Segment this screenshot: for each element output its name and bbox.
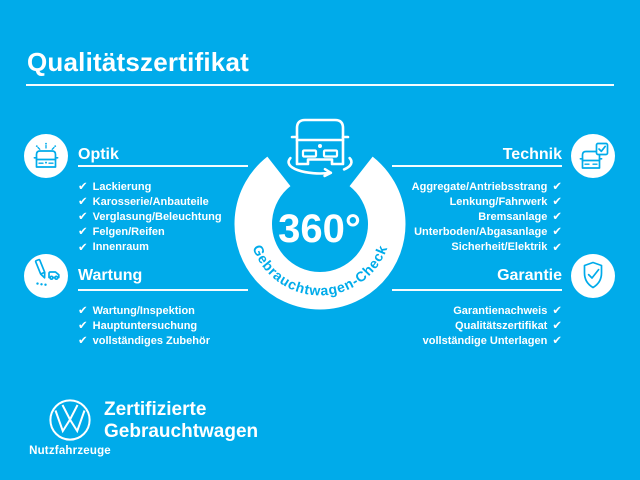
section-rule [78,165,248,167]
360-degree-value: 360° [278,207,361,251]
check-item: ✔ Wartung/Inspektion [78,302,195,317]
check-item: ✔ Verglasung/Beleuchtung [78,209,222,224]
shining-van-icon [24,134,68,178]
check-icon: ✔ [552,209,562,224]
check-item: ✔ Felgen/Reifen [78,224,165,239]
optik-checklist [78,179,248,255]
check-item: ✔ Lenkung/Fahrwerk [449,194,562,209]
check-item: ✔ Qualitätszertifikat [455,318,562,333]
check-item: ✔ Karosserie/Anbauteile [78,194,209,209]
pencil-checklist-van-icon [24,254,68,298]
wartung-checklist [78,303,248,349]
section-rule [392,165,562,167]
check-item: ✔ Aggregate/Antriebsstrang [411,178,562,193]
header-divider [26,84,614,86]
check-icon: ✔ [78,239,88,254]
check-item: ✔ Hauptuntersuchung [78,318,198,333]
check-icon: ✔ [552,194,562,209]
section-title-wartung: Wartung [78,267,143,284]
check-icon: ✔ [78,194,88,209]
check-icon: ✔ [552,224,562,239]
check-item: ✔ vollständige Unterlagen [422,333,562,348]
section-rule [78,289,248,291]
section-title-optik: Optik [78,146,119,163]
vw-logo [49,399,91,441]
tagline-line: Zertifizierte [104,399,207,420]
page-title: Qualitätszertifikat [27,47,249,78]
ring-curved-label: Gebrauchtwagen-Check [249,242,391,299]
check-icon: ✔ [78,178,88,193]
garantie-checklist [392,303,562,349]
check-icon: ✔ [78,209,88,224]
check-icon: ✔ [78,333,88,348]
section-title-garantie: Garantie [497,267,562,284]
shield-check-icon [571,254,615,298]
check-item: ✔ Unterboden/Abgasanlage [414,224,562,239]
check-item: ✔ Sicherheit/Elektrik [451,239,562,254]
check-item: ✔ vollständiges Zubehör [78,333,210,348]
360-check-graphic [225,105,415,320]
check-icon: ✔ [78,302,88,317]
check-item: ✔ Garantienachweis [453,302,562,317]
section-rule [392,289,562,291]
check-item: ✔ Bremsanlage [478,209,562,224]
brand-label: Nutzfahrzeuge [29,445,111,457]
van-checkbox-icon [571,134,615,178]
check-icon: ✔ [552,302,562,317]
check-icon: ✔ [552,239,562,254]
van-front-rotation-arrow-icon [289,120,352,176]
check-icon: ✔ [552,333,562,348]
check-icon: ✔ [78,318,88,333]
footer-tagline [104,399,258,442]
check-icon: ✔ [552,318,562,333]
section-title-technik: Technik [502,146,562,163]
check-item: ✔ Innenraum [78,239,149,254]
tagline-line: Gebrauchtwagen [104,420,259,442]
check-item: ✔ Lackierung [78,178,152,193]
technik-checklist [392,179,562,255]
check-icon: ✔ [552,178,562,193]
check-icon: ✔ [78,224,88,239]
